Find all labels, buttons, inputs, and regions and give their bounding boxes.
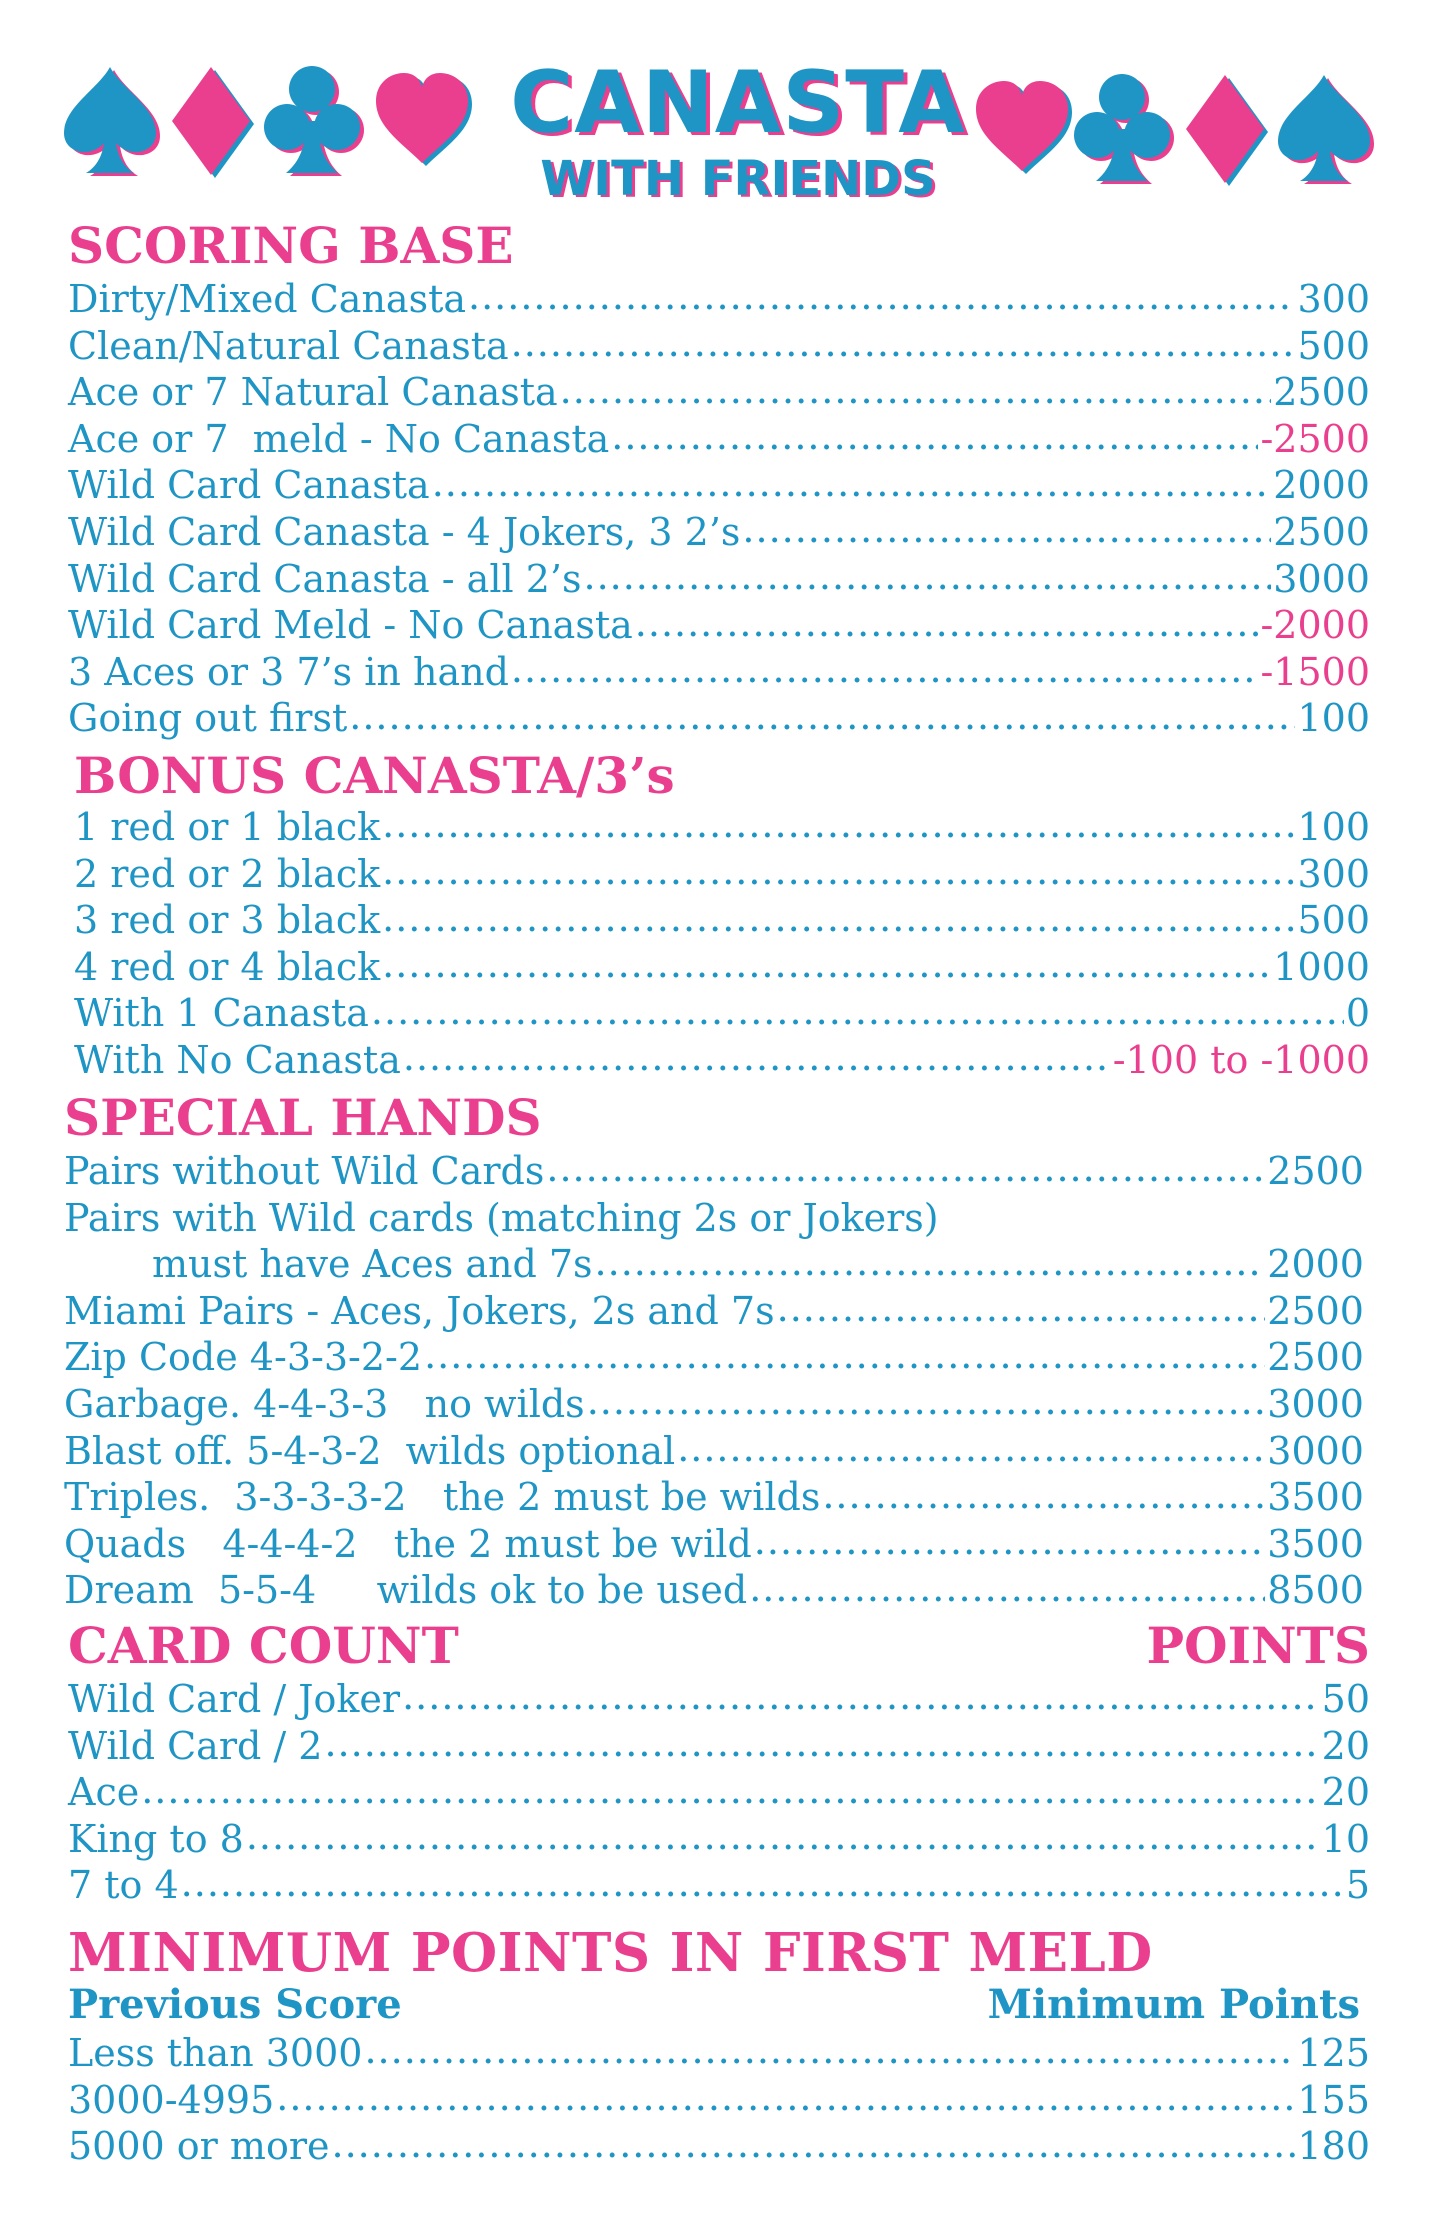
row-label: King to 8 xyxy=(68,1816,244,1861)
special-row xyxy=(64,1241,1364,1288)
bonus-row xyxy=(74,990,1370,1037)
special-hands-list xyxy=(64,1148,1364,1614)
dot-leader xyxy=(349,703,1295,731)
row-label: Wild Card Canasta xyxy=(68,463,430,508)
points-header: POINTS xyxy=(1146,1616,1370,1675)
row-label: Less than 3000 xyxy=(68,2031,363,2075)
dot-leader xyxy=(749,1575,1265,1603)
dot-leader xyxy=(677,1436,1265,1464)
dot-leader xyxy=(402,1684,1320,1712)
minimum-row xyxy=(68,2123,1370,2170)
dot-leader xyxy=(382,952,1271,980)
row-label: With No Canasta xyxy=(74,1037,401,1082)
page-subtitle: WITH FRIENDS xyxy=(540,151,936,207)
row-label: Dirty/Mixed Canasta xyxy=(68,277,466,321)
score-row xyxy=(68,416,1370,463)
scoring-base-list xyxy=(68,276,1370,742)
row-value: 100 xyxy=(1297,805,1370,849)
row-value: 300 xyxy=(1297,277,1370,321)
row-value: 0 xyxy=(1345,991,1370,1036)
bonus-row xyxy=(74,897,1370,944)
dot-leader xyxy=(560,377,1272,405)
row-value: 2000 xyxy=(1273,463,1370,508)
header xyxy=(60,55,1385,205)
row-value: 3000 xyxy=(1267,1381,1364,1426)
dot-leader xyxy=(511,331,1296,359)
row-value: 2500 xyxy=(1267,1288,1364,1333)
diamond-icon xyxy=(168,63,254,179)
dot-leader xyxy=(141,1777,1319,1805)
row-label: Ace or 7 Natural Canasta xyxy=(68,370,558,415)
minimum-row xyxy=(68,2030,1370,2077)
special-row xyxy=(64,1567,1364,1614)
special-row xyxy=(64,1334,1364,1381)
dot-leader xyxy=(382,812,1295,840)
dot-leader xyxy=(382,859,1295,887)
bonus-row xyxy=(74,1037,1370,1084)
dot-leader xyxy=(424,1342,1265,1370)
row-label: Pairs with Wild cards (matching 2s or Jokers) xyxy=(64,1195,939,1240)
row-value: 3500 xyxy=(1267,1475,1364,1520)
row-value-negative: -2000 xyxy=(1260,603,1370,648)
score-row xyxy=(68,323,1370,370)
row-label: 7 to 4 xyxy=(68,1863,179,1908)
dot-leader xyxy=(546,1156,1265,1184)
score-row xyxy=(68,509,1370,556)
dot-leader xyxy=(595,1249,1266,1277)
row-label: 3 red or 3 black xyxy=(74,898,381,943)
bonus-list xyxy=(74,804,1370,1084)
special-row xyxy=(64,1474,1364,1521)
row-value: 180 xyxy=(1297,2124,1370,2169)
score-row xyxy=(68,276,1370,323)
row-value: 500 xyxy=(1297,323,1370,368)
dot-leader xyxy=(635,610,1259,638)
row-label: Wild Card Canasta - all 2’s xyxy=(68,556,582,601)
dot-leader xyxy=(432,470,1272,498)
row-label: Clean/Natural Canasta xyxy=(68,323,509,368)
minimum-points-header-label: Minimum Points xyxy=(987,1981,1360,2028)
bonus-row xyxy=(74,944,1370,991)
card-count-row xyxy=(68,1676,1370,1723)
row-label: Ace xyxy=(68,1770,140,1815)
minimum-points-header xyxy=(68,1982,1360,2028)
row-label: Wild Card / Joker xyxy=(68,1677,401,1721)
special-hands-title: SPECIAL HANDS xyxy=(64,1088,542,1147)
row-label: Wild Card / 2 xyxy=(68,1723,323,1768)
score-row xyxy=(68,602,1370,649)
special-row xyxy=(64,1195,1364,1242)
row-value: 100 xyxy=(1297,696,1370,741)
row-label: Going out first xyxy=(68,696,348,741)
special-row xyxy=(64,1148,1364,1195)
row-label: Wild Card Meld - No Canasta xyxy=(68,603,633,648)
spade-icon xyxy=(1274,71,1374,187)
row-label: Garbage. 4-4-3-3 no wilds xyxy=(64,1381,585,1426)
bonus-row xyxy=(74,851,1370,898)
row-value-negative: -2500 xyxy=(1260,416,1370,461)
dot-leader xyxy=(324,1731,1319,1759)
dot-leader xyxy=(822,1482,1265,1510)
dot-leader xyxy=(468,284,1295,312)
spade-icon xyxy=(60,63,160,179)
row-value: 3500 xyxy=(1267,1521,1364,1566)
row-label: 3 Aces or 3 7’s in hand xyxy=(68,649,509,694)
special-row xyxy=(64,1428,1364,1475)
row-value: 5 xyxy=(1345,1863,1370,1908)
row-value: 20 xyxy=(1321,1723,1370,1768)
card-count-title: CARD COUNT xyxy=(68,1616,459,1675)
row-value: 10 xyxy=(1321,1816,1370,1861)
minimum-points-title: MINIMUM POINTS IN FIRST MELD xyxy=(68,1922,1153,1984)
row-label: 1 red or 1 black xyxy=(74,805,381,849)
heart-icon xyxy=(972,77,1072,177)
dot-leader xyxy=(754,1529,1265,1557)
card-count-row xyxy=(68,1769,1370,1816)
minimum-row xyxy=(68,2077,1370,2124)
dot-leader xyxy=(371,998,1344,1026)
dot-leader xyxy=(587,1389,1266,1417)
row-label: With 1 Canasta xyxy=(74,991,369,1036)
row-value: 2500 xyxy=(1273,509,1370,554)
dot-leader xyxy=(276,2085,1295,2113)
dot-leader xyxy=(742,517,1271,545)
row-label: Quads 4-4-4-2 the 2 must be wild xyxy=(64,1521,752,1566)
row-value: 155 xyxy=(1297,2077,1370,2122)
dot-leader xyxy=(382,905,1295,933)
row-label: 3000-4995 xyxy=(68,2077,275,2122)
minimum-points-list xyxy=(68,2030,1370,2170)
bonus-row xyxy=(74,804,1370,851)
row-label: Triples. 3-3-3-3-2 the 2 must be wilds xyxy=(64,1475,821,1520)
row-label: Ace or 7 meld - No Canasta xyxy=(68,416,610,461)
row-label: Dream 5-5-4 wilds ok to be used xyxy=(64,1568,748,1613)
row-value: 8500 xyxy=(1267,1568,1364,1613)
dot-leader xyxy=(611,424,1258,452)
row-value: 50 xyxy=(1321,1677,1370,1721)
title-block xyxy=(478,55,998,207)
card-count-list xyxy=(68,1676,1370,1909)
dot-leader xyxy=(364,2038,1295,2066)
row-label: 5000 or more xyxy=(68,2124,330,2169)
row-label: must have Aces and 7s xyxy=(152,1242,593,1287)
card-count-row xyxy=(68,1723,1370,1770)
row-label: Miami Pairs - Aces, Jokers, 2s and 7s xyxy=(64,1288,775,1333)
score-row xyxy=(68,556,1370,603)
club-icon xyxy=(1072,71,1172,187)
row-value-negative: -100 to -1000 xyxy=(1112,1037,1370,1082)
row-value: 2500 xyxy=(1273,370,1370,415)
row-value: 500 xyxy=(1297,898,1370,943)
dot-leader xyxy=(777,1296,1266,1324)
row-value-negative: -1500 xyxy=(1260,649,1370,694)
dot-leader xyxy=(331,2131,1295,2159)
scoring-base-title: SCORING BASE xyxy=(68,216,514,275)
row-label: Blast off. 5-4-3-2 wilds optional xyxy=(64,1428,676,1473)
score-row xyxy=(68,649,1370,696)
row-value: 2500 xyxy=(1267,1149,1364,1193)
row-label: 4 red or 4 black xyxy=(74,944,381,989)
row-value: 1000 xyxy=(1273,944,1370,989)
dot-leader xyxy=(403,1045,1111,1073)
row-value: 300 xyxy=(1297,851,1370,896)
card-count-row xyxy=(68,1816,1370,1863)
row-value: 3000 xyxy=(1273,556,1370,601)
score-row xyxy=(68,462,1370,509)
card-count-row xyxy=(68,1862,1370,1909)
diamond-icon xyxy=(1182,71,1268,187)
row-value: 20 xyxy=(1321,1770,1370,1815)
heart-icon xyxy=(372,69,472,169)
dot-leader xyxy=(511,657,1259,685)
club-icon xyxy=(262,63,362,179)
row-label: Pairs without Wild Cards xyxy=(64,1149,545,1193)
dot-leader xyxy=(181,1870,1344,1898)
special-row xyxy=(64,1521,1364,1568)
score-row xyxy=(68,369,1370,416)
special-row xyxy=(64,1288,1364,1335)
special-row xyxy=(64,1381,1364,1428)
row-label: 2 red or 2 black xyxy=(74,851,381,896)
card-count-header xyxy=(68,1618,1370,1674)
row-value: 125 xyxy=(1297,2031,1370,2075)
row-value: 3000 xyxy=(1267,1428,1364,1473)
previous-score-header: Previous Score xyxy=(68,1981,402,2028)
row-label: Zip Code 4-3-3-2-2 xyxy=(64,1335,423,1380)
row-value: 2500 xyxy=(1267,1335,1364,1380)
row-label: Wild Card Canasta - 4 Jokers, 3 2’s xyxy=(68,509,741,554)
score-row xyxy=(68,695,1370,742)
dot-leader xyxy=(583,564,1271,592)
page-title: CANASTA xyxy=(510,53,966,153)
bonus-title: BONUS CANASTA/3’s xyxy=(74,746,675,805)
dot-leader xyxy=(246,1824,1320,1852)
row-value: 2000 xyxy=(1267,1242,1364,1287)
